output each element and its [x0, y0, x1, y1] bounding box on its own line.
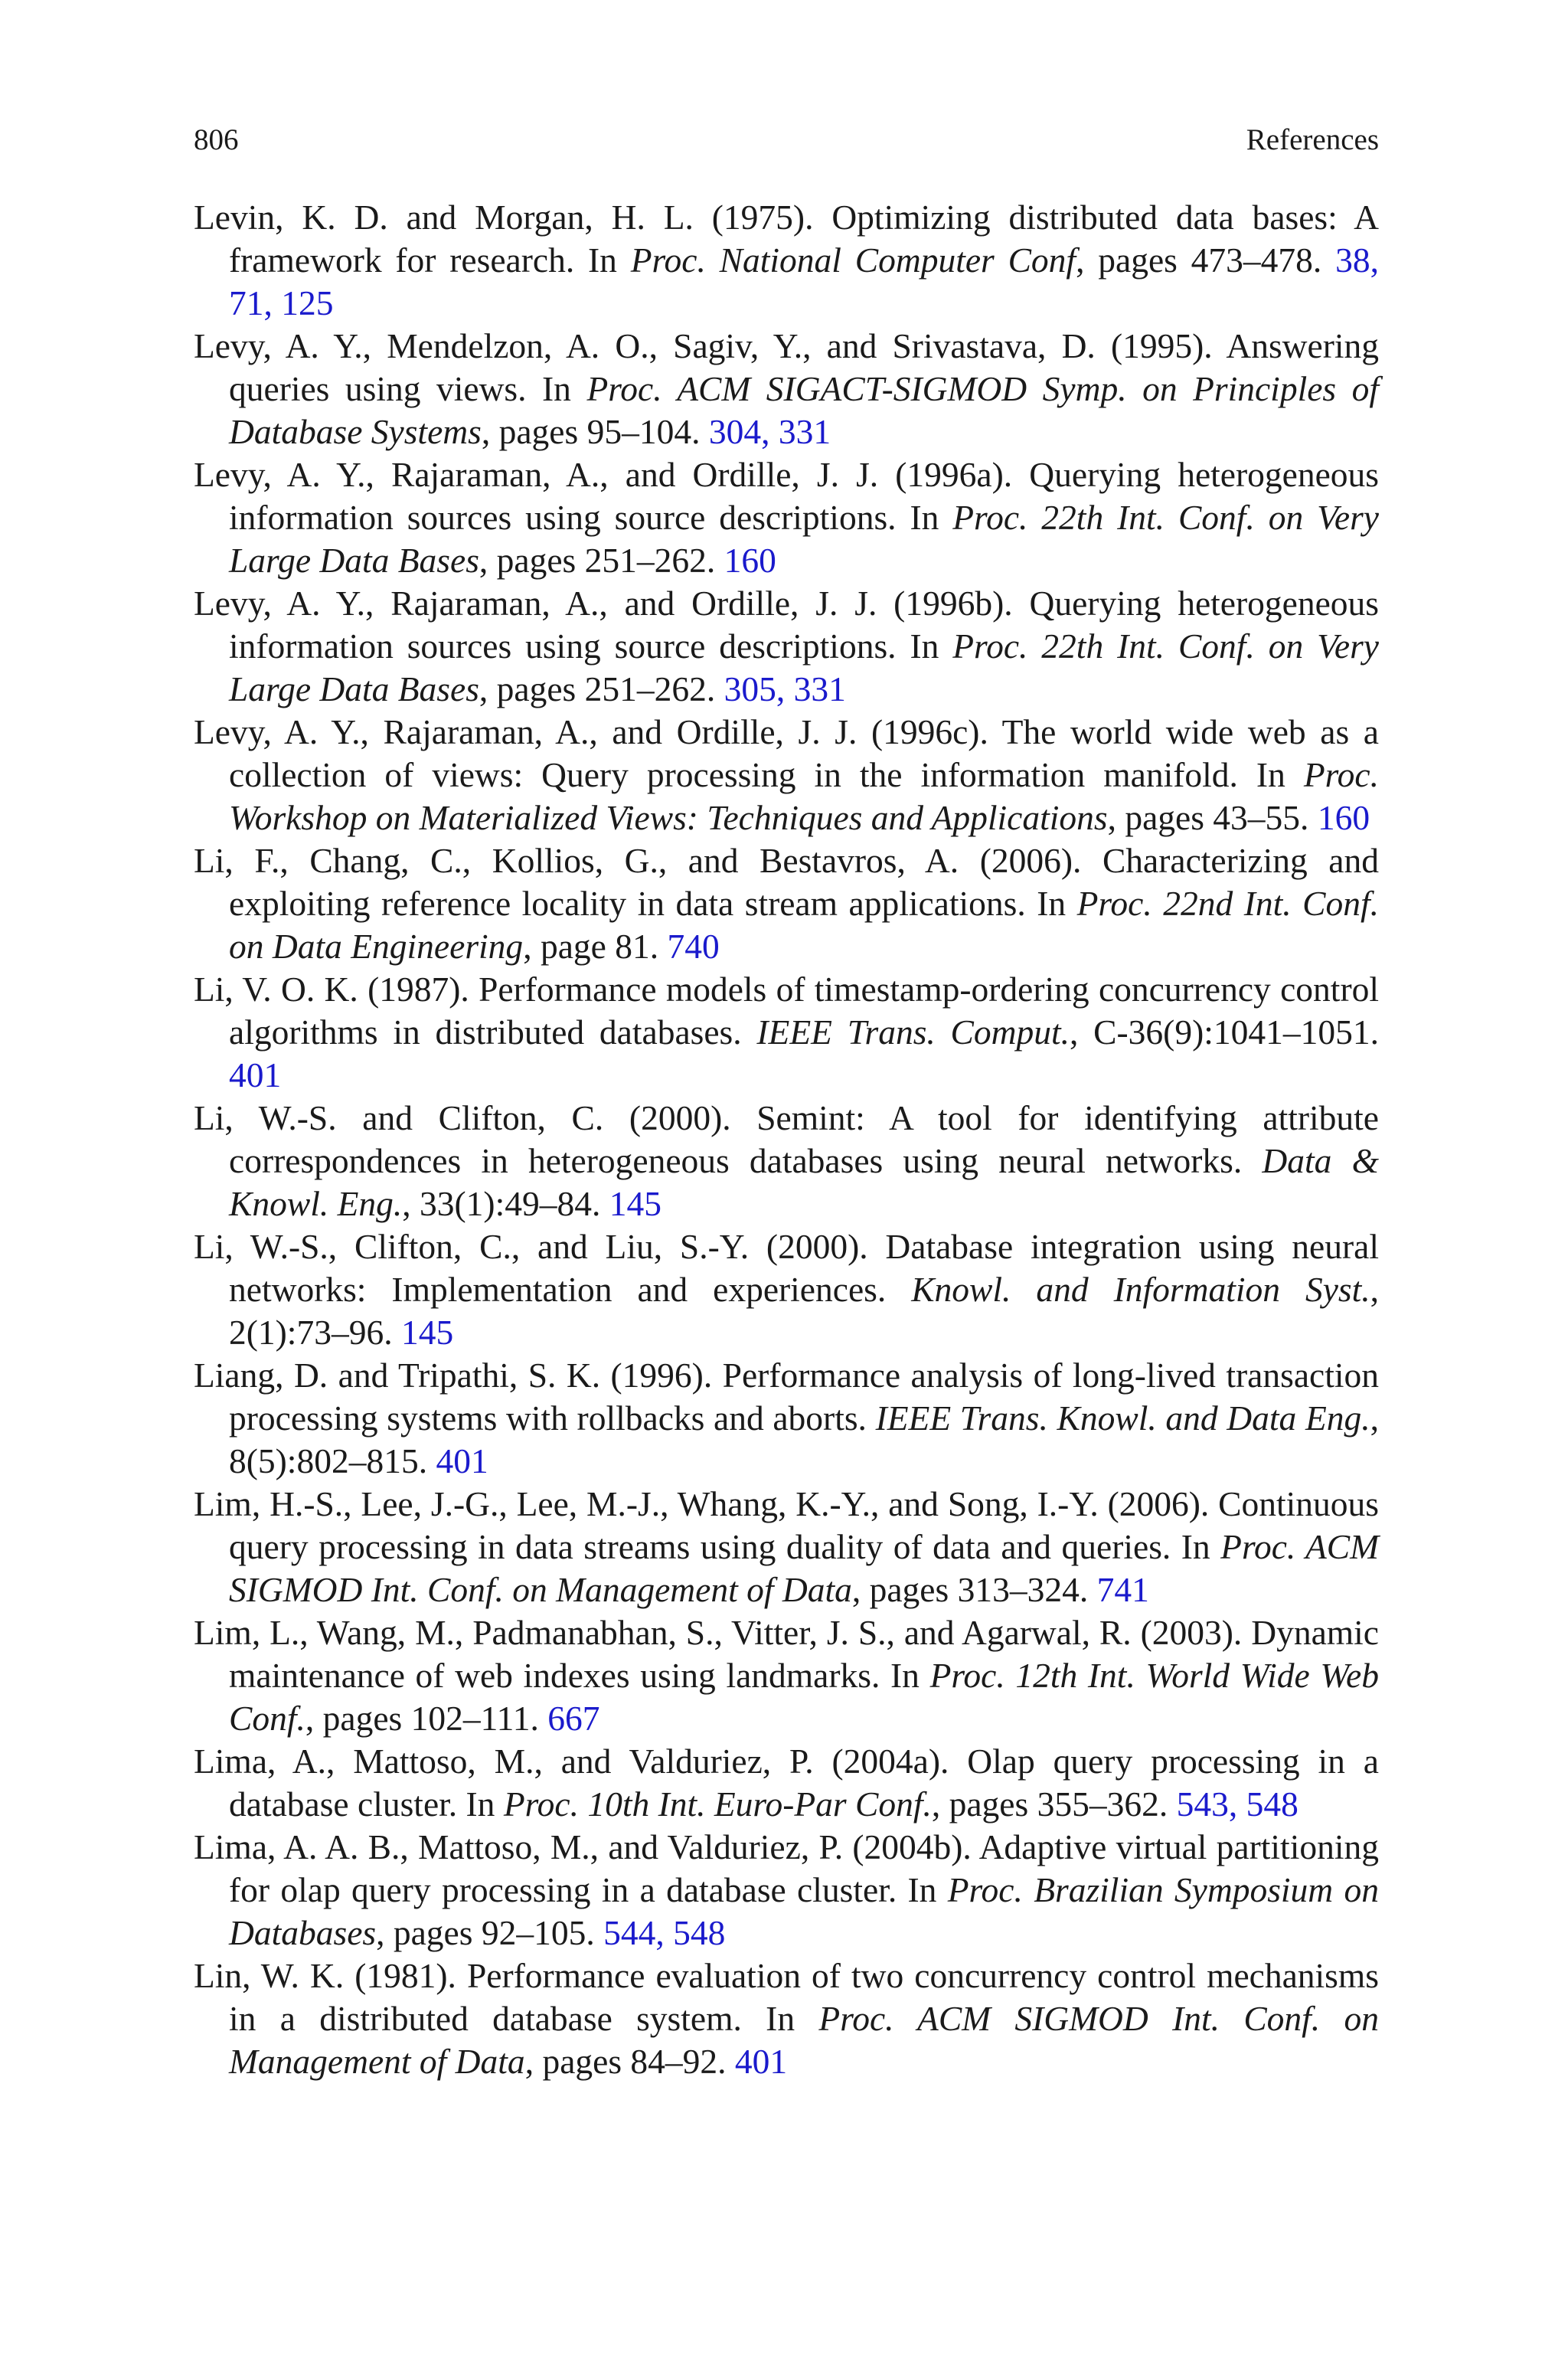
reference-details: , 2(1):73–96.: [229, 1270, 1379, 1352]
reference-entry: [194, 839, 1379, 968]
reference-text: Li, V. O. K. (1987). Performance models of timestamp-ordering concurrency control algorithms in distributed databases.: [194, 970, 1379, 1052]
reference-entry: [194, 1354, 1379, 1483]
reference-details: , pages 92–105.: [376, 1913, 595, 1952]
page-backlinks[interactable]: 145: [400, 1313, 454, 1352]
reference-venue: Proc. 12th Int. World Wide Web Conf.: [229, 1656, 1380, 1738]
reference-details: , pages 95–104.: [481, 412, 701, 451]
reference-list: [194, 196, 1379, 2083]
reference-entry: [194, 1740, 1379, 1826]
reference-details: , pages 355–362.: [931, 1784, 1168, 1824]
reference-details: , pages 313–324.: [851, 1570, 1089, 1609]
reference-venue: Proc. 22nd Int. Conf. on Data Engineering: [229, 884, 1379, 966]
reference-entry: [194, 711, 1379, 839]
reference-venue: Proc. Brazilian Symposium on Databases: [229, 1870, 1379, 1952]
reference-details: , pages 43–55.: [1107, 798, 1309, 837]
reference-details: , 8(5):802–815.: [229, 1398, 1380, 1480]
reference-venue: Proc. National Computer Conf: [630, 240, 1076, 280]
reference-venue: Proc. ACM SIGMOD Int. Conf. on Management of Data: [229, 1527, 1379, 1609]
reference-venue: Proc. ACM SIGACT-SIGMOD Symp. on Principles of Database Systems: [229, 369, 1380, 451]
reference-text: Levin, K. D. and Morgan, H. L. (1975). Optimizing distributed data bases: A framework for research. In: [194, 198, 1379, 280]
page-backlinks[interactable]: 544, 548: [603, 1913, 726, 1952]
reference-entry: [194, 1483, 1379, 1611]
reference-text: Li, W.-S., Clifton, C., and Liu, S.-Y. (2000). Database integration using neural networks: Implementation and experiences.: [194, 1227, 1379, 1309]
reference-text: Levy, A. Y., Mendelzon, A. O., Sagiv, Y., and Srivastava, D. (1995). Answering queries using views. In: [194, 326, 1379, 408]
page-backlinks[interactable]: 401: [436, 1441, 488, 1480]
reference-venue: Proc. 22th Int. Conf. on Very Large Data Bases: [229, 498, 1379, 580]
reference-entry: [194, 453, 1379, 582]
reference-entry: [194, 968, 1379, 1097]
reference-details: , pages 102–111.: [305, 1699, 539, 1738]
reference-details: , page 81.: [523, 927, 659, 966]
reference-venue: Proc. 10th Int. Euro-Par Conf.: [503, 1784, 932, 1824]
reference-entry: [194, 1611, 1379, 1740]
page-backlinks[interactable]: 741: [1096, 1570, 1149, 1609]
reference-text: Levy, A. Y., Rajaraman, A., and Ordille, J. J. (1996a). Querying heterogeneous information sources using source descriptions. In: [194, 455, 1379, 537]
page-backlinks[interactable]: 543, 548: [1176, 1784, 1298, 1824]
reference-entry: [194, 1225, 1379, 1354]
reference-text: Lim, H.-S., Lee, J.-G., Lee, M.-J., Whang, K.-Y., and Song, I.-Y. (2006). Continuous query processing in data streams using duality of data and queries. In: [194, 1484, 1379, 1566]
page-backlinks[interactable]: 145: [609, 1184, 662, 1223]
reference-venue: Proc. 22th Int. Conf. on Very Large Data Bases: [229, 626, 1379, 708]
reference-text: Lima, A., Mattoso, M., and Valduriez, P. (2004a). Olap query processing in a database cluster. In: [194, 1742, 1379, 1824]
reference-text: Levy, A. Y., Rajaraman, A., and Ordille, J. J. (1996c). The world wide web as a collection of views: Query processing in the information manifold. In: [194, 712, 1379, 794]
reference-entry: [194, 325, 1379, 453]
running-head: References: [1246, 123, 1379, 156]
page-backlinks[interactable]: 401: [734, 2042, 788, 2081]
page-number: 806: [194, 123, 239, 156]
reference-details: , pages 251–262.: [479, 669, 716, 708]
reference-text: Lim, L., Wang, M., Padmanabhan, S., Vitter, J. S., and Agarwal, R. (2003). Dynamic maintenance of web indexes using landmarks. In: [194, 1613, 1379, 1695]
reference-entry: [194, 196, 1379, 325]
reference-text: Lima, A. A. B., Mattoso, M., and Valduriez, P. (2004b). Adaptive virtual partitioning for olap query processing in a database cluster. In: [194, 1827, 1379, 1909]
reference-venue: IEEE Trans. Comput.: [756, 1012, 1070, 1052]
reference-venue: Proc. Workshop on Materialized Views: Techniques and Applications: [229, 755, 1379, 837]
reference-text: Liang, D. and Tripathi, S. K. (1996). Performance analysis of long-lived transaction processing systems with rollbacks and aborts.: [194, 1356, 1379, 1438]
page-backlinks[interactable]: 667: [547, 1699, 600, 1738]
reference-venue: Knowl. and Information Syst.: [911, 1270, 1370, 1309]
reference-details: , 33(1):49–84.: [402, 1184, 601, 1223]
reference-text: Li, F., Chang, C., Kollios, G., and Bestavros, A. (2006). Characterizing and exploiting reference locality in data stream applications. In: [194, 841, 1379, 923]
page-header: [194, 123, 1379, 168]
reference-text: Lin, W. K. (1981). Performance evaluation of two concurrency control mechanisms in a distributed database system. In: [194, 1956, 1379, 2038]
page-backlinks[interactable]: 740: [667, 927, 720, 966]
reference-entry: [194, 1826, 1379, 1954]
reference-entry: [194, 1954, 1379, 2083]
reference-details: , C-36(9):1041–1051.: [1070, 1012, 1379, 1052]
reference-text: Levy, A. Y., Rajaraman, A., and Ordille, J. J. (1996b). Querying heterogeneous information sources using source descriptions. In: [194, 584, 1379, 666]
page-backlinks[interactable]: 401: [229, 1055, 282, 1094]
reference-text: Li, W.-S. and Clifton, C. (2000). Semint: A tool for identifying attribute correspondences in heterogeneous databases using neural networks.: [194, 1098, 1379, 1180]
reference-venue: Proc. ACM SIGMOD Int. Conf. on Management of Data: [229, 1999, 1379, 2081]
reference-entry: [194, 1097, 1379, 1225]
reference-details: , pages 251–262.: [479, 541, 716, 580]
reference-venue: Data & Knowl. Eng.: [229, 1141, 1379, 1223]
reference-venue: IEEE Trans. Knowl. and Data Eng.: [875, 1398, 1370, 1438]
page-backlinks[interactable]: 38, 71, 125: [229, 240, 1380, 322]
reference-entry: [194, 582, 1379, 711]
page-backlinks[interactable]: 304, 331: [708, 412, 831, 451]
reference-details: , pages 84–92.: [524, 2042, 727, 2081]
reference-details: , pages 473–478.: [1076, 240, 1322, 280]
page-backlinks[interactable]: 160: [1317, 798, 1370, 837]
page-backlinks[interactable]: 305, 331: [724, 669, 846, 708]
page-backlinks[interactable]: 160: [724, 541, 776, 580]
